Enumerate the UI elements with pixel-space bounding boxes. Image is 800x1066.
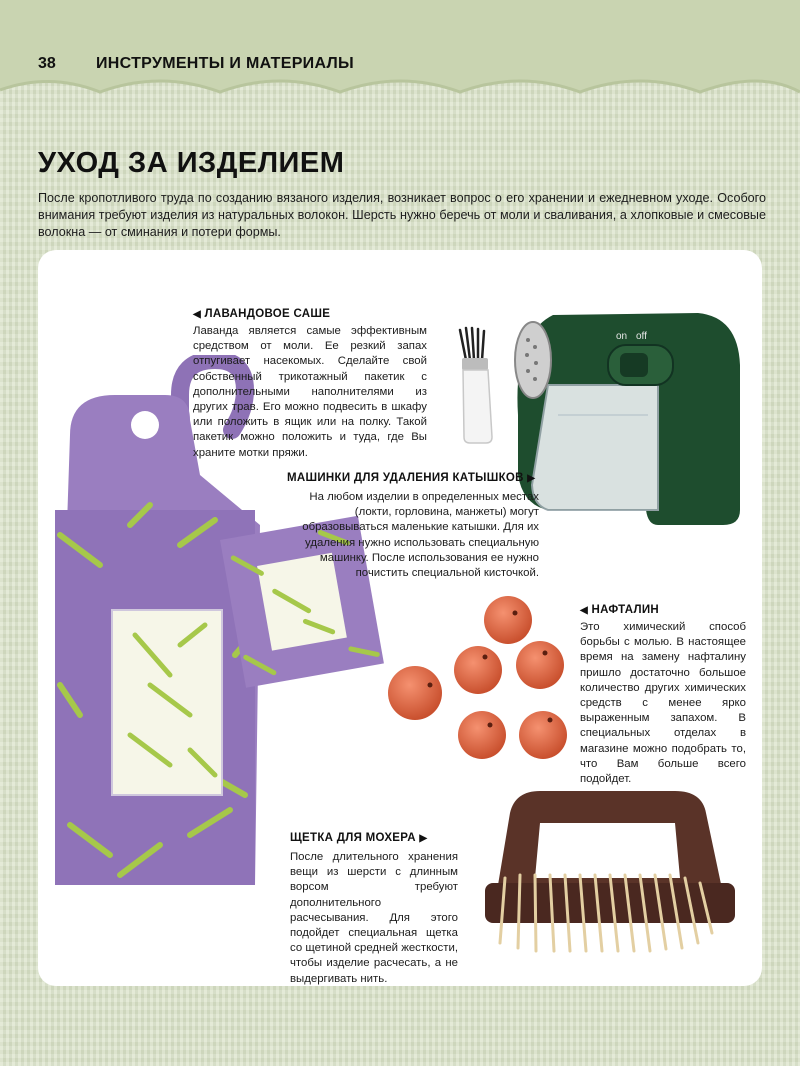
mohair-brush-image	[470, 783, 745, 958]
arrow-left-icon: ◀	[580, 605, 588, 616]
arrow-right-icon: ▶	[419, 833, 428, 844]
cleaning-brush-image	[448, 325, 498, 445]
chapter-title: ИНСТРУМЕНТЫ И МАТЕРИАЛЫ	[96, 55, 355, 72]
shaver-title	[287, 472, 535, 484]
naphthalene-title-text: НАФТАЛИН	[591, 604, 659, 616]
lavender-title	[193, 308, 330, 320]
lint-shaver-image	[508, 305, 748, 535]
lavender-title-text: ЛАВАНДОВОЕ САШЕ	[204, 308, 331, 320]
shaver-title-text: МАШИНКИ ДЛЯ УДАЛЕНИЯ КАТЫШКОВ	[287, 472, 524, 484]
page-number: 38	[38, 55, 56, 72]
arrow-left-icon: ◀	[193, 309, 201, 320]
intro-paragraph: После кропотливого труда по созданию вязаного изделия, возникает вопрос о его хранении и ежедневном уходе. Особого внимания требуют изделия из натуральных волокон. Шерсть нужно беречь от моли и сваливания, а хлопковые и смесовые волокна — от сминания и потери формы.	[38, 191, 766, 239]
shaver-text: На любом изделии в определенных местах (локти, горловина, манжеты) могут образовываться маленькие катышки. Для их удаления нужно использовать специальную машинку. После использования ее нужно почистить специальной кисточкой.	[302, 491, 539, 580]
brush-text: После длительного хранения вещи из шерсти с длинным ворсом требуют дополнительного расчесывания. Для этого подойдет специальная щетка со щетиной средней жесткости, чтобы изделие расчесать, а не выдергивать нить.	[290, 851, 458, 985]
naphthalene-balls-image	[385, 595, 575, 775]
page-heading: УХОД ЗА ИЗДЕЛИЕМ	[38, 147, 345, 179]
naphthalene-text: Это химический способ борьбы с молью. В настоящее время на замену нафталину пришло достаточно большое количество других химических средств с менее ярко выраженным запахом. В специальных отделах в магазине можно подобрать то, что Вам больше всего подойдет.	[580, 621, 746, 786]
power-off-label: off	[636, 331, 647, 342]
naphthalene-title	[580, 604, 659, 616]
brush-title	[290, 832, 427, 844]
lavender-text: Лаванда является самые эффективным средством от моли. Ее резкий запах отпугивает насекомых. Сделайте свой собственный трикотажный пакетик с дополнительными наполнителями из других трав. Его можно подвесить в шкафу или положить в ящик или на полку. Такой пакетик можно положить и туда, где Вы храните мотки пряжи.	[193, 325, 427, 459]
arrow-right-icon: ▶	[527, 473, 536, 484]
power-on-label: on	[616, 331, 628, 342]
brush-title-text: ЩЕТКА ДЛЯ МОХЕРА	[290, 832, 416, 844]
